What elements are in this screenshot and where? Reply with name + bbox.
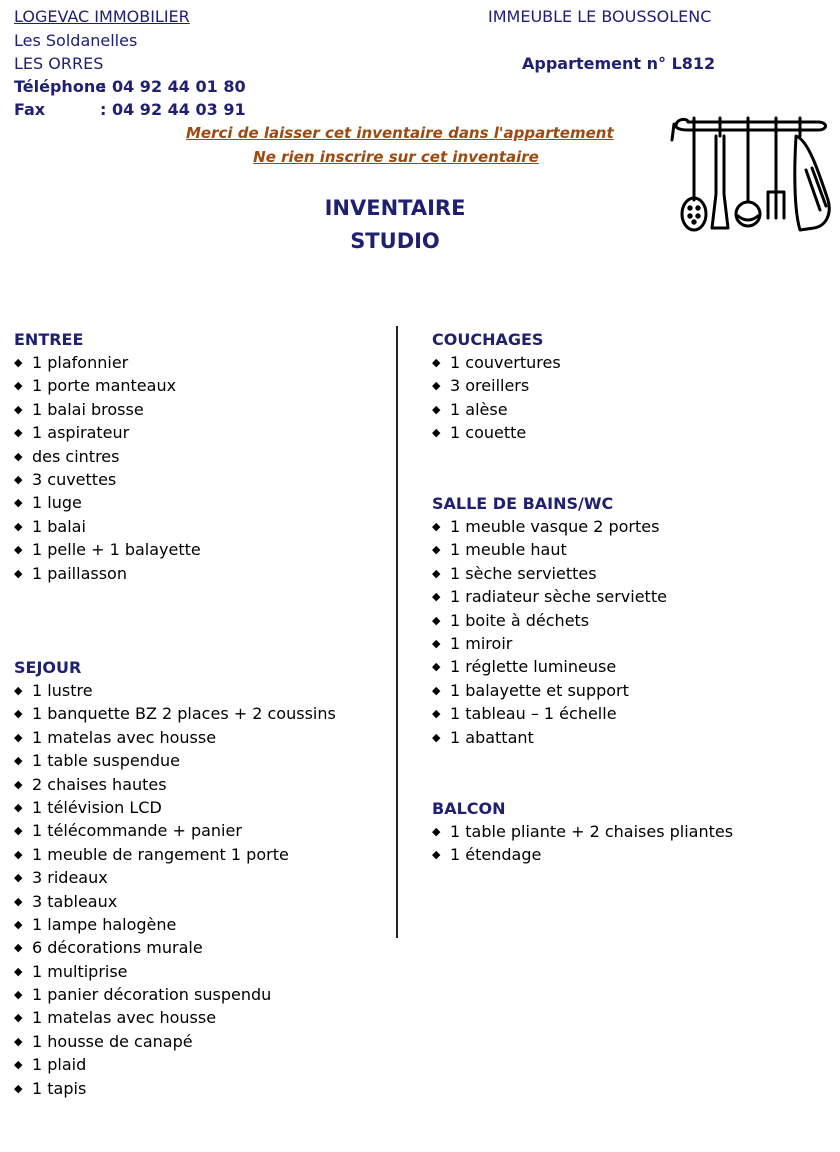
bullet-icon: ◆ bbox=[14, 754, 23, 768]
list-item-text: 1 plafonnier bbox=[32, 353, 129, 372]
list-item-text: 1 table pliante + 2 chaises pliantes bbox=[450, 822, 734, 841]
bullet-icon: ◆ bbox=[432, 613, 441, 627]
address-line-1: Les Soldanelles bbox=[14, 31, 138, 50]
bullet-icon: ◆ bbox=[14, 894, 23, 908]
list-item bbox=[14, 1077, 336, 1100]
bullet-icon: ◆ bbox=[14, 356, 23, 369]
list-item-text: 1 meuble de rangement 1 porte bbox=[32, 844, 289, 864]
list-item bbox=[432, 421, 561, 444]
list-item-text: 3 cuvettes bbox=[32, 469, 117, 489]
list-item-text: 1 couette bbox=[450, 423, 527, 443]
list-item-text: 1 multiprise bbox=[32, 961, 128, 981]
bullet-icon: ◆ bbox=[432, 356, 441, 369]
list-item-text: 1 télévision LCD bbox=[32, 797, 162, 817]
list-item bbox=[432, 374, 561, 397]
bullet-icon: ◆ bbox=[14, 496, 23, 510]
list-item-text: 1 porte manteaux bbox=[32, 376, 177, 396]
list-item-text: 3 tableaux bbox=[32, 891, 118, 911]
bullet-icon: ◆ bbox=[14, 426, 23, 440]
list-item bbox=[432, 679, 667, 702]
list-item-text: 1 miroir bbox=[450, 633, 513, 653]
fax-row bbox=[14, 100, 246, 119]
bullet-icon: ◆ bbox=[14, 777, 23, 791]
bullet-icon: ◆ bbox=[14, 964, 23, 978]
list-item bbox=[432, 398, 561, 421]
list-item bbox=[14, 491, 201, 514]
list-item-text: 1 pelle + 1 balayette bbox=[32, 540, 201, 560]
bullet-icon: ◆ bbox=[432, 683, 441, 697]
list-item bbox=[432, 562, 667, 585]
bullet-icon: ◆ bbox=[432, 543, 441, 557]
bullet-icon: ◆ bbox=[14, 543, 23, 557]
list-item-text: 1 alèse bbox=[450, 399, 508, 419]
list-item bbox=[14, 679, 336, 702]
list-item-text: 6 décorations murale bbox=[32, 938, 203, 958]
list-item-text: 1 table suspendue bbox=[32, 751, 180, 771]
list-item bbox=[14, 843, 336, 866]
bullet-icon: ◆ bbox=[432, 590, 441, 604]
list-item bbox=[432, 726, 667, 749]
building-name: IMMEUBLE LE BOUSSOLENC bbox=[488, 7, 712, 26]
bullet-icon: ◆ bbox=[432, 566, 441, 580]
section-entree bbox=[14, 328, 201, 585]
bullet-icon: ◆ bbox=[14, 566, 23, 580]
list-item bbox=[432, 702, 667, 725]
bullet-icon: ◆ bbox=[14, 1034, 23, 1048]
list-item-text: 1 housse de canapé bbox=[32, 1031, 193, 1051]
bullet-icon: ◆ bbox=[432, 707, 441, 721]
bullet-icon: ◆ bbox=[432, 426, 441, 440]
list-item-text: 1 abattant bbox=[450, 727, 534, 747]
bullet-icon: ◆ bbox=[14, 684, 23, 697]
list-item bbox=[14, 796, 336, 819]
apartment-number: Appartement n° L812 bbox=[522, 54, 716, 73]
bullet-icon: ◆ bbox=[14, 402, 23, 416]
phone-value: : 04 92 44 01 80 bbox=[100, 77, 246, 96]
list-item bbox=[14, 890, 336, 913]
section-title-couchages: COUCHAGES bbox=[432, 330, 544, 349]
list-item bbox=[14, 421, 201, 444]
list-item-text: 1 couvertures bbox=[450, 353, 561, 372]
list-item-text: 1 paillasson bbox=[32, 563, 127, 583]
list-item-text: 1 meuble haut bbox=[450, 540, 567, 560]
list-item bbox=[14, 913, 336, 936]
list-item-text: 1 radiateur sèche serviette bbox=[450, 587, 667, 607]
list-item bbox=[14, 1030, 336, 1053]
note-do-not-write: Ne rien inscrire sur cet inventaire bbox=[253, 148, 539, 166]
bullet-icon: ◆ bbox=[14, 824, 23, 838]
list-item bbox=[14, 773, 336, 796]
bullet-icon: ◆ bbox=[14, 449, 23, 463]
list-item-text: 1 sèche serviettes bbox=[450, 563, 597, 583]
list-balcon bbox=[432, 820, 733, 867]
list-item-text: 1 télécommande + panier bbox=[32, 821, 242, 841]
phone-row bbox=[14, 77, 246, 96]
column-divider bbox=[396, 326, 398, 938]
bullet-icon: ◆ bbox=[14, 730, 23, 744]
bullet-icon: ◆ bbox=[14, 871, 23, 885]
list-item-text: 1 étendage bbox=[450, 845, 542, 865]
fax-value: : 04 92 44 03 91 bbox=[100, 100, 246, 119]
company-name: LOGEVAC IMMOBILIER bbox=[14, 7, 190, 26]
list-item-text: 1 balai brosse bbox=[32, 399, 144, 419]
list-item-text: 1 tableau – 1 échelle bbox=[450, 704, 617, 724]
list-item-text: 1 matelas avec housse bbox=[32, 1008, 217, 1028]
list-item-text: 2 chaises hautes bbox=[32, 774, 167, 794]
kitchen-utensils-icon bbox=[668, 110, 840, 240]
list-entree bbox=[14, 351, 201, 585]
bullet-icon: ◆ bbox=[432, 848, 441, 862]
list-item bbox=[14, 351, 201, 374]
list-item-text: 1 banquette BZ 2 places + 2 coussins bbox=[32, 704, 336, 724]
bullet-icon: ◆ bbox=[14, 1058, 23, 1072]
list-item-text: 1 boite à déchets bbox=[450, 610, 590, 630]
section-title-balcon: BALCON bbox=[432, 799, 506, 818]
list-item-text: 1 balai bbox=[32, 516, 86, 536]
list-item bbox=[14, 515, 201, 538]
bullet-icon: ◆ bbox=[14, 941, 23, 955]
list-item-text: 1 luge bbox=[32, 493, 82, 513]
list-item-text: 1 matelas avec housse bbox=[32, 727, 217, 747]
list-item-text: 1 meuble vasque 2 portes bbox=[450, 517, 660, 536]
page-title: INVENTAIRE bbox=[324, 196, 466, 220]
list-item bbox=[14, 445, 201, 468]
list-item bbox=[14, 468, 201, 491]
list-item-text: des cintres bbox=[32, 446, 120, 466]
bullet-icon: ◆ bbox=[432, 825, 441, 838]
bullet-icon: ◆ bbox=[14, 847, 23, 861]
list-item-text: 1 plaid bbox=[32, 1055, 87, 1075]
list-item bbox=[14, 819, 336, 842]
bullet-icon: ◆ bbox=[14, 379, 23, 393]
section-title-entree: ENTREE bbox=[14, 330, 84, 349]
list-item bbox=[432, 351, 561, 374]
list-item bbox=[432, 585, 667, 608]
list-item bbox=[14, 983, 336, 1006]
bullet-icon: ◆ bbox=[14, 800, 23, 814]
list-item-text: 1 balayette et support bbox=[450, 680, 629, 700]
list-item bbox=[14, 398, 201, 421]
list-item bbox=[432, 843, 733, 866]
address-line-2: LES ORRES bbox=[14, 54, 104, 73]
bullet-icon: ◆ bbox=[432, 660, 441, 674]
list-item-text: 1 panier décoration suspendu bbox=[32, 985, 272, 1005]
phone-label: Téléphone bbox=[14, 77, 107, 96]
bullet-icon: ◆ bbox=[432, 520, 441, 533]
section-balcon bbox=[432, 797, 733, 867]
bullet-icon: ◆ bbox=[432, 636, 441, 650]
bullet-icon: ◆ bbox=[14, 988, 23, 1002]
list-item-text: 3 rideaux bbox=[32, 868, 108, 888]
bullet-icon: ◆ bbox=[14, 1011, 23, 1025]
section-sejour bbox=[14, 656, 336, 1100]
list-salle-de-bains bbox=[432, 515, 667, 749]
list-item bbox=[14, 1053, 336, 1076]
bullet-icon: ◆ bbox=[432, 379, 441, 393]
list-item bbox=[432, 655, 667, 678]
list-item bbox=[432, 820, 733, 843]
bullet-icon: ◆ bbox=[432, 730, 441, 744]
bullet-icon: ◆ bbox=[14, 472, 23, 486]
list-item bbox=[432, 632, 667, 655]
list-sejour bbox=[14, 679, 336, 1100]
page-subtitle: STUDIO bbox=[350, 229, 440, 253]
list-item bbox=[14, 702, 336, 725]
bullet-icon: ◆ bbox=[14, 917, 23, 931]
list-item-text: 1 aspirateur bbox=[32, 423, 130, 443]
list-item bbox=[14, 1006, 336, 1029]
note-leave-inventory: Merci de laisser cet inventaire dans l'appartement bbox=[186, 124, 614, 142]
list-item bbox=[14, 749, 336, 772]
bullet-icon: ◆ bbox=[14, 707, 23, 721]
list-item bbox=[14, 726, 336, 749]
section-salle-de-bains bbox=[432, 492, 667, 749]
bullet-icon: ◆ bbox=[432, 402, 441, 416]
list-item bbox=[14, 538, 201, 561]
bullet-icon: ◆ bbox=[14, 519, 23, 533]
list-item bbox=[14, 562, 201, 585]
fax-label: Fax bbox=[14, 100, 46, 119]
list-item bbox=[14, 374, 201, 397]
list-item-text: 3 oreillers bbox=[450, 376, 530, 396]
list-item bbox=[14, 866, 336, 889]
list-couchages bbox=[432, 351, 561, 445]
list-item bbox=[432, 609, 667, 632]
list-item-text: 1 lustre bbox=[32, 681, 93, 700]
list-item bbox=[432, 538, 667, 561]
bullet-icon: ◆ bbox=[14, 1081, 23, 1095]
list-item bbox=[432, 515, 667, 538]
section-couchages bbox=[432, 328, 561, 445]
list-item-text: 1 réglette lumineuse bbox=[450, 657, 617, 677]
list-item-text: 1 tapis bbox=[32, 1078, 87, 1098]
list-item bbox=[14, 960, 336, 983]
section-title-salle-de-bains: SALLE DE BAINS/WC bbox=[432, 494, 614, 513]
list-item-text: 1 lampe halogène bbox=[32, 914, 177, 934]
list-item bbox=[14, 936, 336, 959]
section-title-sejour: SEJOUR bbox=[14, 658, 82, 677]
